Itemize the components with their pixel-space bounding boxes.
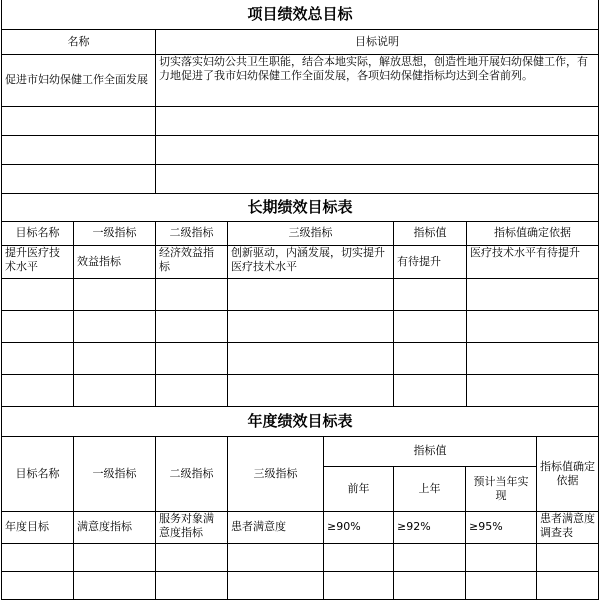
header-last-year: 上年 — [394, 466, 466, 511]
empty-cell — [2, 135, 156, 164]
empty-cell — [467, 278, 599, 310]
header-level1: 一级指标 — [74, 436, 156, 511]
longterm-row-value: 有待提升 — [394, 245, 467, 278]
empty-cell — [228, 342, 394, 374]
empty-cell — [394, 374, 467, 406]
header-description: 目标说明 — [156, 29, 599, 54]
longterm-title: 长期绩效目标表 — [2, 194, 599, 221]
empty-cell — [2, 164, 156, 193]
longterm-row-target: 提升医疗技术水平 — [2, 245, 74, 278]
empty-cell — [156, 164, 599, 193]
annual-row-prev-year: ≥90% — [324, 511, 394, 543]
empty-cell — [394, 342, 467, 374]
annual-target-table — [1, 406, 599, 600]
empty-cell — [156, 571, 228, 599]
empty-cell — [74, 310, 156, 342]
header-basis: 指标值确定依据 — [467, 221, 599, 245]
empty-cell — [466, 571, 537, 599]
header-target: 目标名称 — [2, 436, 74, 511]
empty-cell — [156, 310, 228, 342]
overall-row-name: 促进市妇幼保健工作全面发展 — [2, 54, 156, 106]
header-value: 指标值 — [394, 221, 467, 245]
empty-cell — [74, 278, 156, 310]
longterm-row-level3: 创新驱动，内涵发展，切实提升医疗技术水平 — [228, 245, 394, 278]
empty-cell — [394, 278, 467, 310]
empty-cell — [537, 571, 599, 599]
annual-row-level1: 满意度指标 — [74, 511, 156, 543]
annual-row-expected: ≥95% — [466, 511, 537, 543]
empty-cell — [228, 310, 394, 342]
empty-cell — [2, 310, 74, 342]
empty-cell — [156, 543, 228, 571]
empty-cell — [228, 571, 324, 599]
header-value-group: 指标值 — [324, 436, 537, 466]
empty-cell — [156, 278, 228, 310]
header-expected: 预计当年实现 — [466, 466, 537, 511]
annual-row-level3: 患者满意度 — [228, 511, 324, 543]
empty-cell — [2, 278, 74, 310]
header-basis: 指标值确定依据 — [537, 436, 599, 511]
longterm-row-level2: 经济效益指标 — [156, 245, 228, 278]
empty-cell — [394, 310, 467, 342]
empty-cell — [156, 374, 228, 406]
empty-cell — [394, 543, 466, 571]
empty-cell — [2, 571, 74, 599]
empty-cell — [156, 342, 228, 374]
empty-cell — [2, 374, 74, 406]
empty-cell — [2, 543, 74, 571]
empty-cell — [228, 374, 394, 406]
header-level2: 二级指标 — [156, 221, 228, 245]
empty-cell — [228, 543, 324, 571]
empty-cell — [2, 106, 156, 135]
empty-cell — [467, 374, 599, 406]
empty-cell — [156, 135, 599, 164]
header-level2: 二级指标 — [156, 436, 228, 511]
empty-cell — [467, 342, 599, 374]
annual-row-last-year: ≥92% — [394, 511, 466, 543]
empty-cell — [228, 278, 394, 310]
empty-cell — [2, 342, 74, 374]
header-prev-year: 前年 — [324, 466, 394, 511]
header-name: 名称 — [2, 29, 156, 54]
annual-row-target: 年度目标 — [2, 511, 74, 543]
longterm-row-basis: 医疗技术水平有待提升 — [467, 245, 599, 278]
empty-cell — [394, 571, 466, 599]
empty-cell — [74, 543, 156, 571]
longterm-target-table — [1, 194, 599, 407]
empty-cell — [324, 571, 394, 599]
header-level3: 三级指标 — [228, 221, 394, 245]
empty-cell — [74, 342, 156, 374]
empty-cell — [537, 543, 599, 571]
empty-cell — [156, 106, 599, 135]
empty-cell — [74, 374, 156, 406]
empty-cell — [467, 310, 599, 342]
annual-row-level2: 服务对象满意度指标 — [156, 511, 228, 543]
header-level3: 三级指标 — [228, 436, 324, 511]
annual-row-basis: 患者满意度调查表 — [537, 511, 599, 543]
annual-title: 年度绩效目标表 — [2, 406, 599, 436]
overall-row-description: 切实落实妇幼公共卫生职能，结合本地实际，解放思想，创造性地开展妇幼保健工作，有力地促进了我市妇幼保健工作全面发展，各项妇幼保健指标均达到全省前列。 — [156, 54, 599, 106]
empty-cell — [74, 571, 156, 599]
empty-cell — [466, 543, 537, 571]
longterm-row-level1: 效益指标 — [74, 245, 156, 278]
empty-cell — [324, 543, 394, 571]
overall-target-table — [1, 0, 599, 194]
overall-title: 项目绩效总目标 — [2, 0, 599, 29]
header-level1: 一级指标 — [74, 221, 156, 245]
header-target: 目标名称 — [2, 221, 74, 245]
